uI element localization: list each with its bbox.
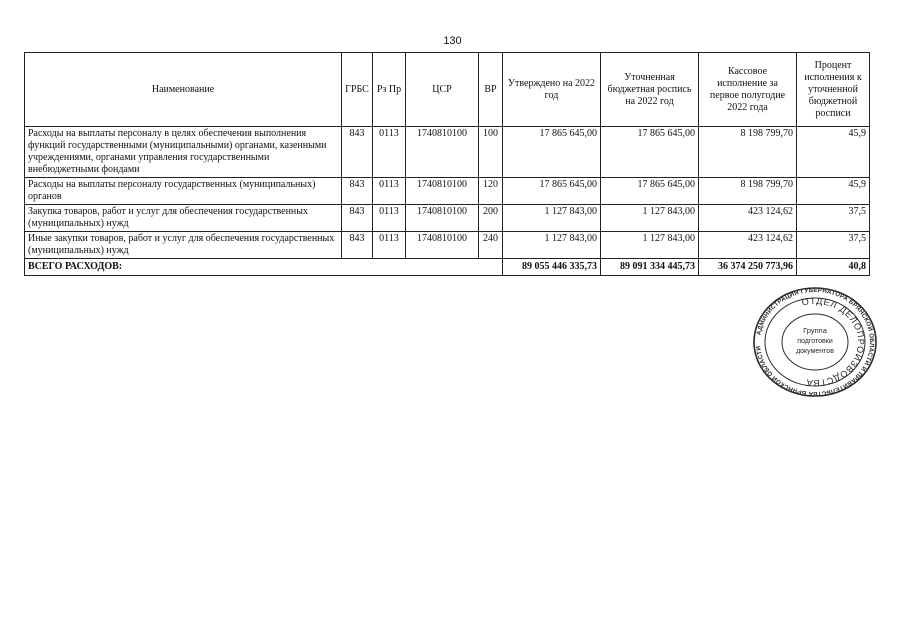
budget-table — [24, 52, 870, 276]
cell-name: Расходы на выплаты персоналу в целях обеспечения выполнения функций государственными (муниципальными) органами, казенными учреждениями, органами управления государственными внебюджетными фондами — [25, 127, 342, 178]
cell-grbs: 843 — [342, 232, 373, 259]
cell-approved: 1 127 843,00 — [503, 232, 601, 259]
cell-approved: 17 865 645,00 — [503, 178, 601, 205]
cell-cash: 8 198 799,70 — [699, 127, 797, 178]
cell-grbs: 843 — [342, 178, 373, 205]
cell-vr: 200 — [479, 205, 503, 232]
cell-vr: 120 — [479, 178, 503, 205]
cell-approved: 17 865 645,00 — [503, 127, 601, 178]
cell-cash: 423 124,62 — [699, 232, 797, 259]
cell-approved: 1 127 843,00 — [503, 205, 601, 232]
cell-refined: 17 865 645,00 — [601, 127, 699, 178]
cell-refined: 17 865 645,00 — [601, 178, 699, 205]
cell-grbs: 843 — [342, 205, 373, 232]
table-row — [25, 127, 870, 178]
cell-rzpr: 0113 — [373, 127, 406, 178]
cell-csr: 1740810100 — [406, 178, 479, 205]
cell-csr: 1740810100 — [406, 205, 479, 232]
table-row — [25, 205, 870, 232]
total-approved: 89 055 446 335,73 — [503, 259, 601, 276]
header-name: Наименование — [25, 53, 342, 127]
cell-name: Иные закупки товаров, работ и услуг для обеспечения государственных (муниципальных) нужд — [25, 232, 342, 259]
header-rzpr: Рз Пр — [373, 53, 406, 127]
total-label: ВСЕГО РАСХОДОВ: — [25, 259, 503, 276]
cell-csr: 1740810100 — [406, 232, 479, 259]
table-header-row — [25, 53, 870, 127]
cell-name: Расходы на выплаты персоналу государственных (муниципальных) органов — [25, 178, 342, 205]
cell-cash: 8 198 799,70 — [699, 178, 797, 205]
stamp-inner-line3: документов — [796, 348, 834, 355]
stamp-ring-text: ОТДЕЛ ДЕЛОПРОИЗВОДСТВА — [800, 295, 867, 389]
stamp-outer-text: АДМИНИСТРАЦИЯ ГУБЕРНАТОРА БРЯНСКОЙ ОБЛАСТИ И ПРАВИТЕЛЬСТВА БРЯНСКОЙ ОБЛАСТИ — [755, 287, 876, 397]
cell-grbs: 843 — [342, 127, 373, 178]
office-stamp — [752, 287, 878, 397]
cell-rzpr: 0113 — [373, 232, 406, 259]
cell-rzpr: 0113 — [373, 178, 406, 205]
total-percent: 40,8 — [797, 259, 870, 276]
cell-cash: 423 124,62 — [699, 205, 797, 232]
total-cash: 36 374 250 773,96 — [699, 259, 797, 276]
stamp-inner-line1: Группа — [803, 326, 827, 335]
header-percent: Процент исполнения к уточненной бюджетной росписи — [797, 53, 870, 127]
header-grbs: ГРБС — [342, 53, 373, 127]
cell-refined: 1 127 843,00 — [601, 232, 699, 259]
page-number: 130 — [443, 35, 462, 47]
total-refined: 89 091 334 445,73 — [601, 259, 699, 276]
cell-percent: 37,5 — [797, 232, 870, 259]
header-vr: ВР — [479, 53, 503, 127]
table-row — [25, 178, 870, 205]
cell-csr: 1740810100 — [406, 127, 479, 178]
header-refined: Уточненная бюджетная роспись на 2022 год — [601, 53, 699, 127]
header-cash: Кассовое исполнение за первое полугодие 2022 года — [699, 53, 797, 127]
cell-rzpr: 0113 — [373, 205, 406, 232]
cell-percent: 45,9 — [797, 178, 870, 205]
table-row — [25, 232, 870, 259]
cell-percent: 37,5 — [797, 205, 870, 232]
header-approved: Утверждено на 2022 год — [503, 53, 601, 127]
total-row — [25, 259, 870, 276]
stamp-inner-line2: подготовки — [797, 338, 833, 345]
header-csr: ЦСР — [406, 53, 479, 127]
cell-percent: 45,9 — [797, 127, 870, 178]
cell-vr: 100 — [479, 127, 503, 178]
cell-refined: 1 127 843,00 — [601, 205, 699, 232]
cell-vr: 240 — [479, 232, 503, 259]
cell-name: Закупка товаров, работ и услуг для обеспечения государственных (муниципальных) нужд — [25, 205, 342, 232]
